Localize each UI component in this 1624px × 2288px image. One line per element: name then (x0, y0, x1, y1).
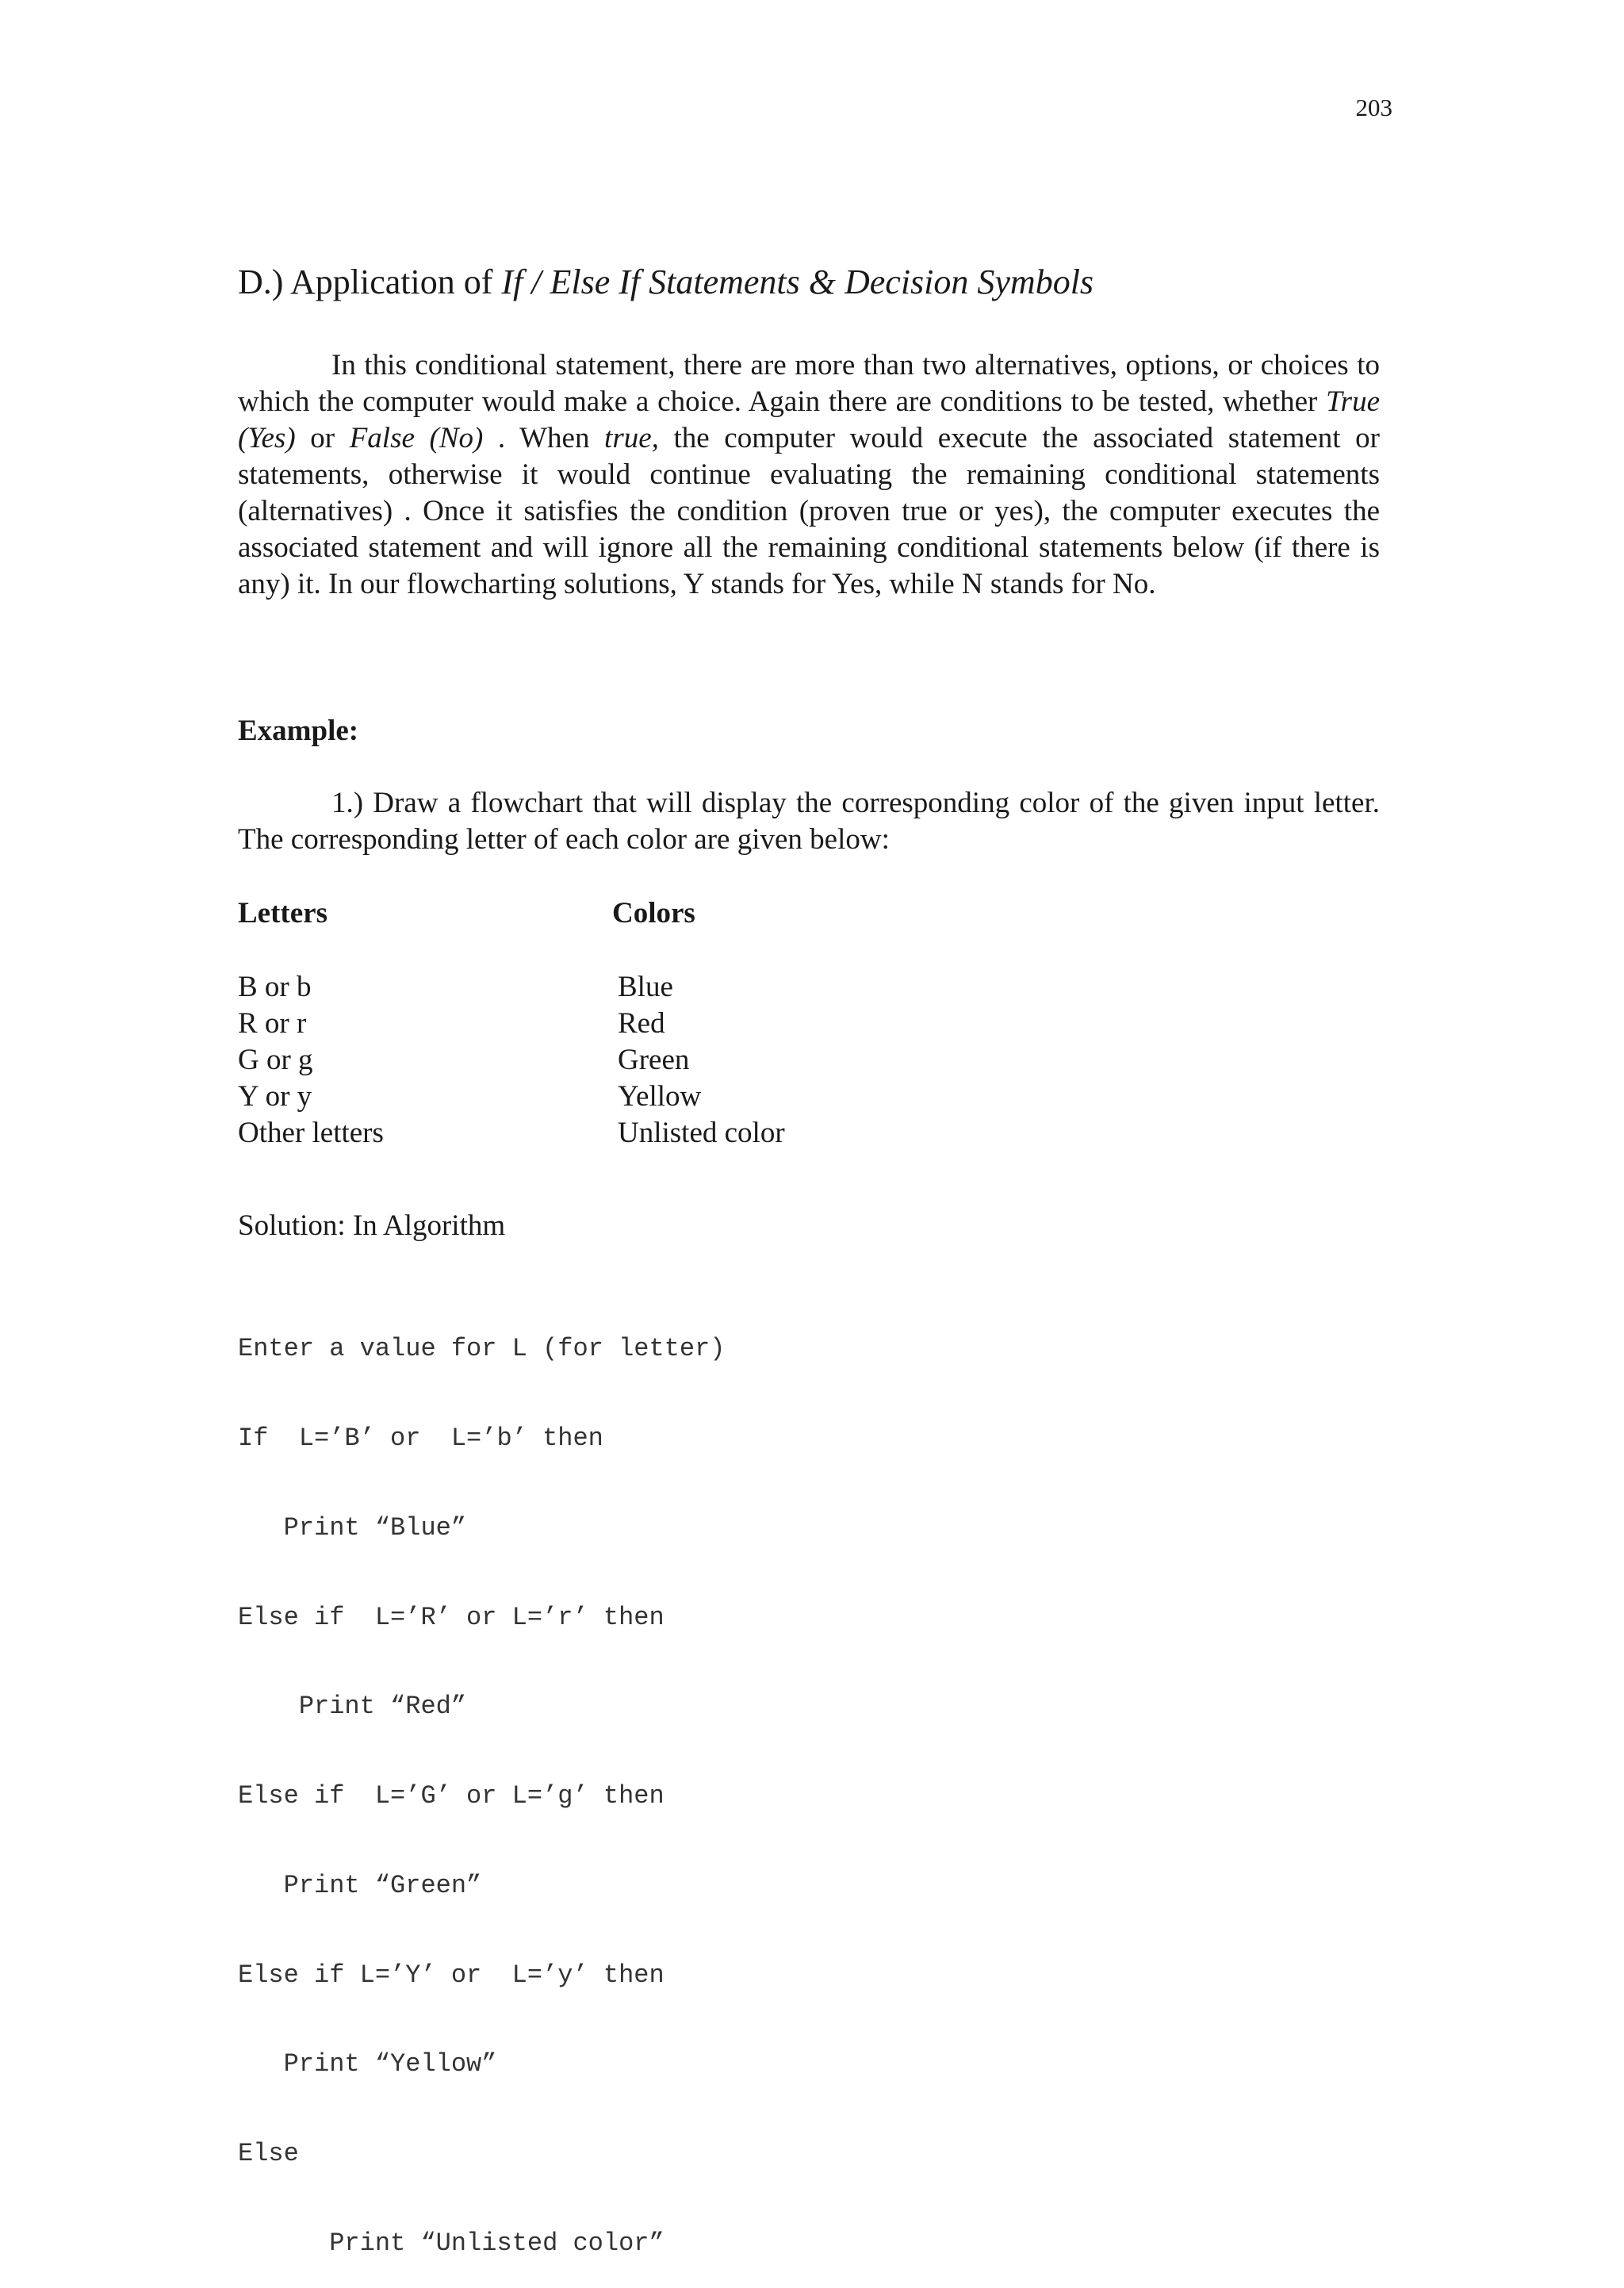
algorithm-code-block (238, 1274, 726, 2288)
code-line: Else (238, 2139, 299, 2169)
section-heading (238, 262, 1094, 302)
code-line: Enter a value for L (for letter) (238, 1334, 726, 1364)
code-line: Else if L=’Y’ or L=’y’ then (238, 1960, 665, 1990)
code-line: Else if L=’R’ or L=’r’ then (238, 1602, 665, 1632)
color-cell: Blue (618, 971, 673, 1003)
letter-cell: Y or y (238, 1080, 312, 1113)
letter-cell: G or g (238, 1044, 313, 1076)
page-number: 203 (1355, 94, 1392, 121)
example-question: 1.) Draw a flowchart that will display the corresponding color of the given input letter. The corresponding letter of each color are given below: (238, 787, 1380, 856)
column-header-colors: Colors (612, 897, 695, 929)
letter-cell: R or r (238, 1007, 307, 1040)
code-line: Print “Red” (238, 1692, 467, 1722)
code-line: Print “Yellow” (238, 2049, 497, 2079)
table-body (238, 969, 1031, 1152)
intro-false-no: False (No) (349, 422, 484, 454)
table-row (238, 969, 1031, 1006)
example-label: Example: (238, 715, 359, 747)
solution-label: Solution: In Algorithm (238, 1209, 506, 1242)
table-row (238, 1006, 1031, 1042)
color-cell: Yellow (618, 1080, 702, 1113)
intro-true-word: true, (604, 422, 659, 454)
intro-text-4: the computer would execute the associated statement or statements, otherwise it would continue evaluating the remaining conditional statements (alternatives) . Once it satisfies the condition (proven true or yes), the computer executes the associated statement and will ignore all the remaining conditional statements below (if there is any) it. In our flowcharting solutions, Y stands for Yes, while N stands for No. (238, 422, 1380, 600)
intro-text-2: or (295, 422, 350, 454)
intro-text-1: In this conditional statement, there are more than two alternatives, options, or choices to which the computer would make a choice. Again there are conditions to be tested, whether (238, 349, 1380, 418)
column-header-letters: Letters (238, 897, 327, 929)
code-line: If L=’B’ or L=’b’ then (238, 1423, 603, 1453)
intro-paragraph (238, 347, 1380, 603)
table-row (238, 1042, 1031, 1079)
color-cell: Green (618, 1044, 690, 1076)
code-line: Print “Blue” (238, 1512, 467, 1543)
letter-cell: B or b (238, 971, 312, 1003)
code-line: Else if L=’G’ or L=’g’ then (238, 1781, 665, 1811)
letter-cell: Other letters (238, 1117, 384, 1149)
heading-prefix: D.) Application of (238, 263, 493, 301)
heading-emphasis: If / Else If Statements & Decision Symbols (501, 263, 1094, 301)
code-line: Print “Green” (238, 1870, 482, 1900)
color-cell: Unlisted color (618, 1117, 785, 1149)
intro-true-yes: True (Yes) (238, 385, 1380, 454)
table-row (238, 1079, 1031, 1115)
color-cell: Red (618, 1007, 665, 1040)
intro-text-3: . When (483, 422, 605, 454)
table-row (238, 1115, 1031, 1152)
code-line: Print “Unlisted color” (238, 2229, 665, 2258)
